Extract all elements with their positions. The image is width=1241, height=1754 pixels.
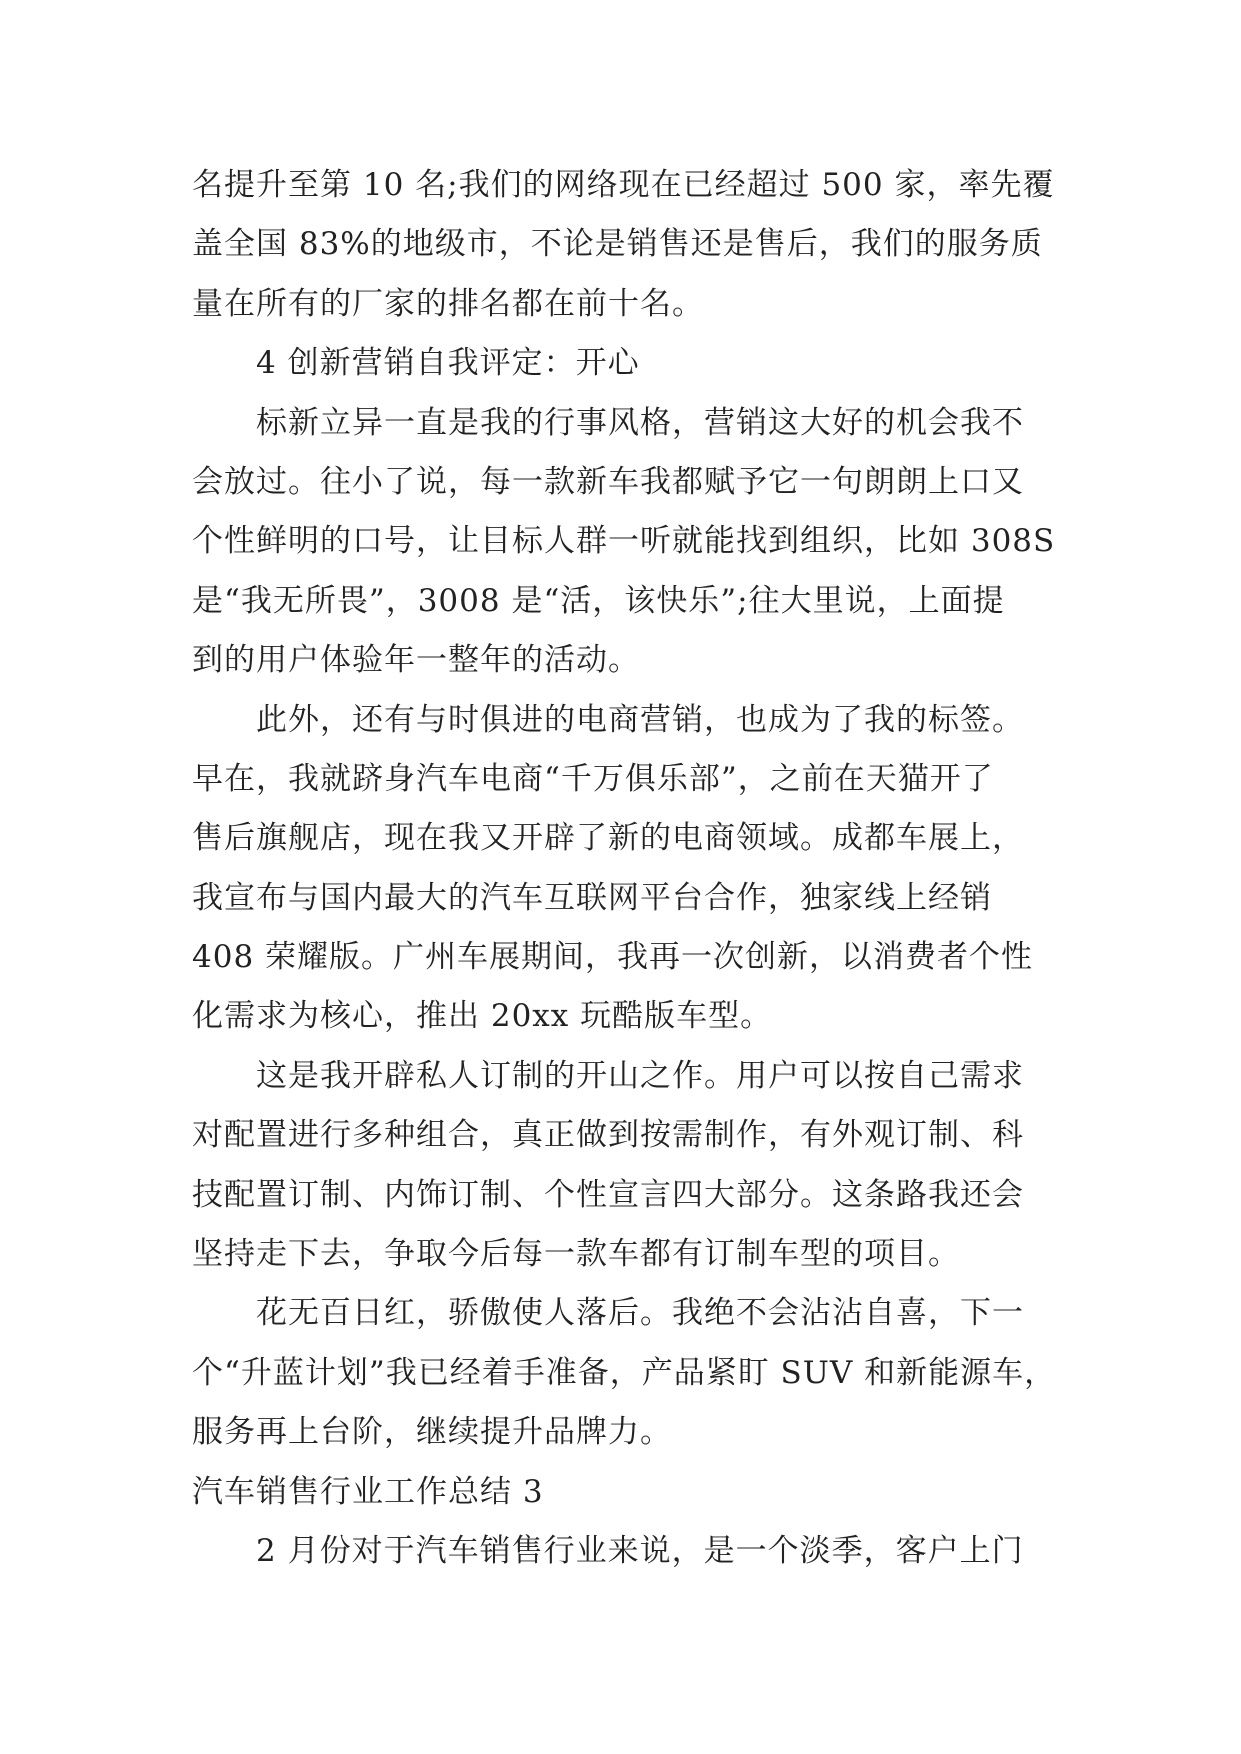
text-line: 服务再上台阶，继续提升品牌力。 xyxy=(192,1414,672,1451)
text-line: 到的用户体验年一整年的活动。 xyxy=(192,642,640,679)
text-line: 盖全国 83%的地级市，不论是销售还是售后，我们的服务质 xyxy=(192,226,1043,263)
text-line: 早在，我就跻身汽车电商“千万俱乐部”，之前在天猫开了 xyxy=(192,760,994,797)
text-line: 个“升蓝计划”我已经着手准备，产品紧盯 SUV 和新能源车， xyxy=(192,1354,1057,1391)
text-line: 会放过。往小了说，每一款新车我都赋予它一句朗朗上口又 xyxy=(192,463,1024,500)
text-line: 2 月份对于汽车销售行业来说，是一个淡季，客户上门 xyxy=(256,1532,1024,1569)
text-line: 名提升至第 10 名;我们的网络现在已经超过 500 家，率先覆 xyxy=(192,167,1055,203)
text-line: 此外，还有与时俱进的电商营销，也成为了我的标签。 xyxy=(256,701,1024,738)
text-line: 坚持走下去，争取今后每一款车都有订制车型的项目。 xyxy=(192,1236,960,1273)
text-line: 花无百日红，骄傲使人落后。我绝不会沾沾自喜，下一 xyxy=(256,1295,1024,1332)
text-line: 个性鲜明的口号，让目标人群一听就能找到组织，比如 308S xyxy=(192,523,1056,560)
text-line: 化需求为核心，推出 20xx 玩酷版车型。 xyxy=(192,998,773,1035)
text-line: 技配置订制、内饰订制、个性宣言四大部分。这条路我还会 xyxy=(192,1176,1024,1213)
text-line: 售后旗舰店，现在我又开辟了新的电商领域。成都车展上， xyxy=(192,820,1024,857)
text-line: 是“我无所畏”，3008 是“活，该快乐”;往大里说，上面提 xyxy=(192,582,1005,619)
text-line: 对配置进行多种组合，真正做到按需制作，有外观订制、科 xyxy=(192,1117,1024,1154)
section-heading: 4 创新营销自我评定：开心 xyxy=(256,345,640,382)
text-line: 408 荣耀版。广州车展期间，我再一次创新，以消费者个性 xyxy=(192,939,1034,976)
text-line: 这是我开辟私人订制的开山之作。用户可以按自己需求 xyxy=(256,1057,1024,1094)
text-line: 我宣布与国内最大的汽车互联网平台合作，独家线上经销 xyxy=(192,879,992,916)
text-line: 标新立异一直是我的行事风格，营销这大好的机会我不 xyxy=(256,404,1024,441)
document-body xyxy=(192,156,1092,1581)
text-line: 量在所有的厂家的排名都在前十名。 xyxy=(192,285,704,322)
document-subtitle: 汽车销售行业工作总结 3 xyxy=(192,1473,544,1510)
